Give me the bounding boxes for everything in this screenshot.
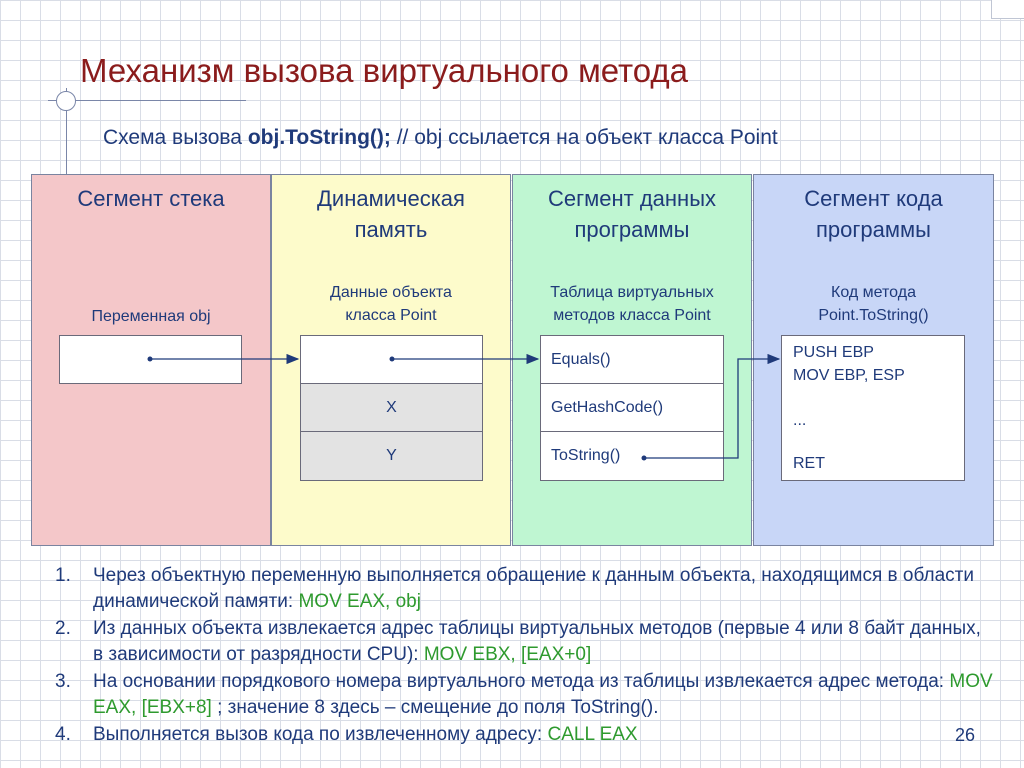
step-number: 4. xyxy=(55,724,71,745)
segment-data-subtitle: Таблица виртуальных методов класса Point xyxy=(550,284,714,324)
step-item xyxy=(55,563,995,615)
vtable-entry-tostring: ToString() xyxy=(540,431,724,481)
step-item xyxy=(55,669,995,721)
step-item xyxy=(55,616,995,668)
segment-code-subtitle: Код метода Point.ToString() xyxy=(818,284,929,324)
segment-data-title: Сегмент данных программы xyxy=(547,186,717,242)
vtable-entry-gethashcode: GetHashCode() xyxy=(540,383,724,432)
subtitle-code: obj.ToString(); xyxy=(247,126,391,149)
segment-stack-title: Сегмент стека xyxy=(77,186,225,211)
step-description: Через объектную переменную выполняется обращение к данным объекта, находящимся в области динамической памяти: xyxy=(93,565,974,612)
step-description: На основании порядкового номера виртуального метода из таблицы извлекается адрес метода: xyxy=(93,671,950,692)
object-field-x: X xyxy=(300,383,483,432)
arrow-object-to-vtable xyxy=(390,357,539,362)
step-tail: ; значение 8 здесь – смещение до поля ToString(). xyxy=(211,697,659,718)
step-code: MOV EBX, [EAX+0] xyxy=(423,644,592,665)
arrow-tostring-to-code xyxy=(642,359,780,461)
step-number: 2. xyxy=(55,618,71,639)
step-code: CALL EAX xyxy=(547,724,638,745)
subtitle-suffix: // obj ссылается на объект класса Point xyxy=(390,126,778,149)
vtable-entry-equals: Equals() xyxy=(540,335,724,384)
step-description: Из данных объекта извлекается адрес таблицы виртуальных методов (первые 4 или 8 байт данных, в зависимости от разрядности CPU): xyxy=(93,618,981,665)
step-text xyxy=(93,563,995,615)
segment-heap-title: Динамическая память xyxy=(317,186,465,242)
step-code: MOV EAX, obj xyxy=(298,591,421,612)
step-number: 1. xyxy=(55,565,71,586)
step-item xyxy=(55,722,995,748)
segment-code-title: Сегмент кода программы xyxy=(804,186,943,242)
step-text xyxy=(93,669,995,721)
slide-title: Механизм вызова виртуального метода xyxy=(80,52,689,89)
step-text xyxy=(93,722,995,748)
arrow-obj-to-object xyxy=(148,357,299,362)
code-line: MOV EBP, ESP xyxy=(793,367,905,384)
step-description: Выполняется вызов кода по извлеченному адресу: xyxy=(93,724,548,745)
code-line: PUSH EBP xyxy=(793,344,874,361)
page-number: 26 xyxy=(955,725,976,745)
step-text xyxy=(93,616,995,668)
code-line: RET xyxy=(793,455,825,472)
segment-stack-subtitle: Переменная obj xyxy=(91,308,211,325)
segment-heap-subtitle: Данные объекта класса Point xyxy=(330,284,452,324)
step-number: 3. xyxy=(55,671,71,692)
code-line: ... xyxy=(793,412,807,429)
object-field-y: Y xyxy=(300,431,483,481)
step-code: MOV EAX, [EBX+8] xyxy=(93,671,993,718)
subtitle-prefix: Схема вызова xyxy=(103,126,248,149)
steps-list xyxy=(55,563,995,749)
